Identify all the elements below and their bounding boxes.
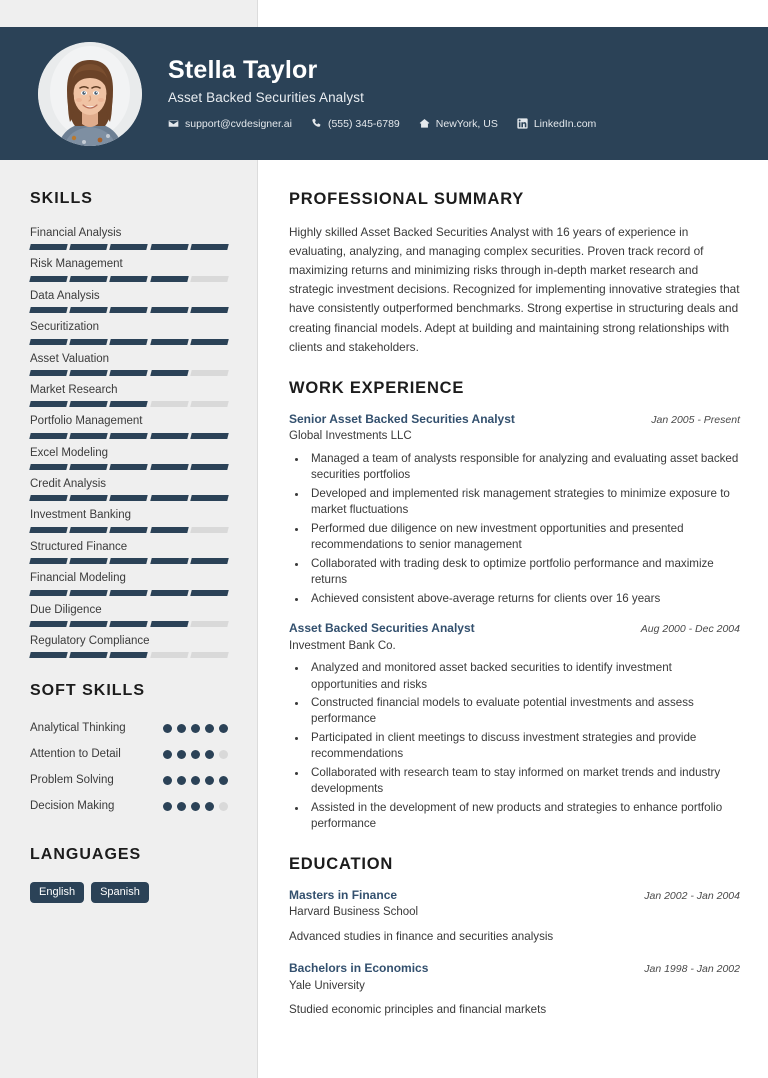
languages-block	[30, 846, 228, 903]
skill-bar-segment	[29, 339, 68, 345]
skill-bar	[30, 433, 228, 439]
work-entry	[289, 412, 740, 607]
soft-skill-dot	[205, 750, 214, 759]
skill-bar	[30, 464, 228, 470]
skill-bar-segment	[110, 652, 149, 658]
skill-bar	[30, 527, 228, 533]
skill-bar-segment	[150, 339, 189, 345]
soft-skill-dot	[163, 802, 172, 811]
skill-bar-segment	[69, 401, 108, 407]
skill-bar-segment	[110, 621, 149, 627]
skill-bar	[30, 401, 228, 407]
skill-bar	[30, 339, 228, 345]
skill-bar-segment	[190, 527, 229, 533]
skill-bar-segment	[69, 244, 108, 250]
work-job-title: Senior Asset Backed Securities Analyst	[289, 411, 515, 426]
skill-bar-segment	[29, 527, 68, 533]
summary-text: Highly skilled Asset Backed Securities Analyst with 16 years of experience in evaluating, analyzing, and managing complex securities. Proven track record of maximizing returns and minimizing risks through in-depth market research and strategic investment decisions. Recognized for implementing innovative strategies that have consistently outperformed benchmarks. Strong expertise in structuring deals and creating financial models. Adept at building and maintaining strong relationships with clients and stakeholders.	[289, 225, 740, 354]
soft-skill-row	[30, 718, 228, 738]
skill-bar-segment	[29, 244, 68, 250]
skill-bar	[30, 558, 228, 564]
skill-bar-segment	[190, 401, 229, 407]
soft-skills-heading: SOFT SKILLS	[30, 682, 145, 700]
skill-row	[30, 383, 228, 407]
education-date-range: Jan 1998 - Jan 2002	[644, 962, 740, 975]
skill-bar-segment	[69, 276, 108, 282]
education-description: Studied economic principles and financial markets	[289, 1003, 547, 1017]
skill-bar-segment	[29, 276, 68, 282]
skill-bar-segment	[29, 433, 68, 439]
skill-bar-segment	[150, 590, 189, 596]
summary-heading: PROFESSIONAL SUMMARY	[289, 190, 525, 208]
education-entry	[289, 888, 740, 945]
soft-skill-rating	[163, 802, 228, 811]
work-list	[289, 412, 740, 833]
soft-skill-dot	[219, 724, 228, 733]
soft-skill-dot	[163, 750, 172, 759]
skill-row	[30, 289, 228, 313]
soft-skill-dot	[177, 776, 186, 785]
soft-skill-row	[30, 770, 228, 790]
soft-skills-block	[30, 682, 228, 816]
skill-bar-segment	[150, 652, 189, 658]
soft-skill-dot	[177, 724, 186, 733]
skill-label: Excel Modeling	[30, 446, 108, 459]
skill-label: Investment Banking	[30, 509, 132, 522]
education-entry-header	[289, 888, 740, 904]
skill-row	[30, 257, 228, 281]
contact-email-text: support@cvdesigner.ai	[185, 117, 292, 130]
skill-label: Portfolio Management	[30, 415, 143, 428]
soft-skill-rating	[163, 750, 228, 759]
skill-bar-segment	[110, 244, 149, 250]
soft-skill-label: Decision Making	[30, 799, 115, 812]
soft-skill-dot	[191, 802, 200, 811]
soft-skill-dot	[191, 724, 200, 733]
education-heading: EDUCATION	[289, 854, 394, 873]
skill-bar-segment	[110, 558, 149, 564]
contact-linkedin[interactable]	[517, 118, 596, 130]
soft-skill-dot	[191, 750, 200, 759]
skill-bar-segment	[69, 590, 108, 596]
resume-header	[0, 27, 768, 160]
skill-bar-segment	[29, 652, 68, 658]
education-school: Harvard Business School	[289, 906, 419, 919]
skills-list	[30, 226, 228, 658]
education-school: Yale University	[289, 979, 365, 992]
work-bullet: • Performed due diligence on new investment opportunities and presented recommendations to senior management	[308, 521, 740, 554]
soft-skill-row	[30, 744, 228, 764]
skill-row	[30, 352, 228, 376]
skill-bar-segment	[190, 276, 229, 282]
languages-heading: LANGUAGES	[30, 846, 142, 864]
skill-bar-segment	[69, 433, 108, 439]
skill-bar-segment	[150, 527, 189, 533]
work-bullet: • Collaborated with trading desk to optimize portfolio performance and maximize returns	[308, 556, 740, 589]
soft-skill-label: Analytical Thinking	[30, 721, 126, 734]
skill-bar-segment	[69, 495, 108, 501]
skill-bar-segment	[110, 495, 149, 501]
home-icon	[419, 118, 430, 129]
skill-bar-segment	[29, 590, 68, 596]
skill-bar-segment	[110, 276, 149, 282]
work-bullet: • Collaborated with research team to stay informed on market trends and industry developments	[308, 765, 740, 798]
skill-bar-segment	[190, 244, 229, 250]
language-pill[interactable]: Spanish	[91, 882, 149, 903]
phone-icon	[311, 118, 322, 129]
contact-location-text: NewYork, US	[435, 117, 498, 130]
skill-bar	[30, 244, 228, 250]
skill-bar-segment	[69, 652, 108, 658]
skill-bar-segment	[110, 433, 149, 439]
contact-linkedin-text: LinkedIn.com	[533, 117, 597, 130]
skill-bar-segment	[150, 370, 189, 376]
work-bullet: • Developed and implemented risk management strategies to minimize exposure to market fluctuations	[308, 486, 740, 519]
skill-bar-segment	[110, 590, 149, 596]
skill-bar-segment	[190, 590, 229, 596]
skill-bar-segment	[69, 464, 108, 470]
skill-bar-segment	[69, 527, 108, 533]
skill-label: Data Analysis	[30, 289, 100, 302]
skill-bar-segment	[190, 464, 229, 470]
skill-label: Financial Analysis	[30, 227, 122, 239]
soft-skill-dot	[177, 750, 186, 759]
skill-bar-segment	[29, 558, 68, 564]
soft-skill-rating	[163, 776, 228, 785]
soft-skills-list	[30, 718, 228, 816]
skill-label: Credit Analysis	[30, 478, 107, 490]
linkedin-icon	[517, 118, 528, 129]
work-entry-header	[289, 621, 740, 637]
skill-label: Regulatory Compliance	[30, 634, 150, 647]
soft-skill-dot	[219, 750, 228, 759]
work-bullet: • Participated in client meetings to discuss investment strategies and provide recommendations	[308, 730, 740, 763]
skill-bar-segment	[150, 621, 189, 627]
work-bullet: • Assisted in the development of new products and strategies to enhance portfolio performance	[308, 800, 740, 833]
soft-skill-rating	[163, 724, 228, 733]
soft-skill-dot	[205, 724, 214, 733]
work-bullet: • Achieved consistent above-average returns for clients over 16 years	[308, 591, 740, 607]
skill-label: Risk Management	[30, 258, 123, 271]
soft-skill-dot	[219, 776, 228, 785]
job-title: Asset Backed Securities Analyst	[168, 89, 364, 105]
skill-bar	[30, 307, 228, 313]
skill-bar-segment	[150, 307, 189, 313]
education-date-range: Jan 2002 - Jan 2004	[644, 889, 740, 902]
education-entry-header	[289, 961, 740, 977]
skill-bar-segment	[69, 621, 108, 627]
work-bullet-list	[289, 660, 740, 833]
skills-heading: SKILLS	[30, 190, 93, 207]
skill-bar	[30, 652, 228, 658]
soft-skill-dot	[191, 776, 200, 785]
skill-label: Structured Finance	[30, 540, 128, 553]
skill-bar-segment	[190, 558, 229, 564]
soft-skill-row	[30, 796, 228, 816]
skill-label: Securitization	[30, 321, 100, 334]
contact-phone-text: (555) 345-6789	[327, 117, 400, 130]
skill-row	[30, 477, 228, 501]
skill-row	[30, 414, 228, 438]
skill-bar-segment	[110, 307, 149, 313]
skill-row	[30, 540, 228, 564]
avatar	[38, 42, 142, 146]
skill-bar-segment	[29, 307, 68, 313]
skill-bar	[30, 621, 228, 627]
skill-bar-segment	[29, 495, 68, 501]
skill-bar-segment	[190, 652, 229, 658]
skill-bar-segment	[190, 433, 229, 439]
skill-bar-segment	[110, 339, 149, 345]
skill-row	[30, 571, 228, 595]
skill-row	[30, 320, 228, 344]
contact-location[interactable]	[419, 118, 498, 130]
skill-bar-segment	[29, 401, 68, 407]
skill-bar-segment	[190, 370, 229, 376]
skill-bar-segment	[190, 307, 229, 313]
skill-bar-segment	[110, 370, 149, 376]
work-date-range: Aug 2000 - Dec 2004	[640, 622, 740, 635]
skill-bar-segment	[29, 370, 68, 376]
work-bullet: • Managed a team of analysts responsible for analyzing and evaluating asset backed securities portfolios	[308, 451, 740, 484]
skill-bar-segment	[69, 307, 108, 313]
skill-row	[30, 603, 228, 627]
education-list	[289, 888, 740, 1019]
soft-skill-dot	[163, 724, 172, 733]
envelope-icon	[168, 118, 179, 129]
skill-bar-segment	[150, 244, 189, 250]
work-section	[289, 379, 740, 833]
education-entry	[289, 961, 740, 1018]
skill-row	[30, 634, 228, 658]
skill-bar-segment	[150, 401, 189, 407]
contact-email[interactable]	[168, 118, 292, 130]
page-title: Stella Taylor	[168, 55, 318, 84]
soft-skill-dot	[177, 802, 186, 811]
skill-bar-segment	[110, 401, 149, 407]
skill-bar-segment	[110, 527, 149, 533]
skill-bar-segment	[29, 621, 68, 627]
skill-label: Asset Valuation	[30, 352, 110, 365]
skill-bar	[30, 495, 228, 501]
skill-bar-segment	[150, 558, 189, 564]
work-company: Global Investments LLC	[289, 430, 412, 443]
work-heading: WORK EXPERIENCE	[289, 378, 465, 397]
skill-bar-segment	[190, 621, 229, 627]
skill-bar	[30, 276, 228, 282]
skill-bar-segment	[69, 339, 108, 345]
skill-bar-segment	[29, 464, 68, 470]
education-section	[289, 855, 740, 1019]
skill-label: Financial Modeling	[30, 572, 126, 585]
header-text	[168, 56, 596, 132]
skill-bar-segment	[150, 464, 189, 470]
skill-row	[30, 226, 228, 250]
skill-bar-segment	[150, 433, 189, 439]
skill-row	[30, 508, 228, 532]
skill-row	[30, 446, 228, 470]
soft-skill-label: Problem Solving	[30, 773, 114, 786]
soft-skill-dot	[163, 776, 172, 785]
main-content	[258, 160, 768, 1034]
skill-bar-segment	[110, 464, 149, 470]
skill-bar	[30, 590, 228, 596]
skill-bar-segment	[190, 339, 229, 345]
work-entry-header	[289, 412, 740, 428]
work-date-range: Jan 2005 - Present	[651, 413, 740, 426]
soft-skill-label: Attention to Detail	[30, 747, 121, 760]
education-description: Advanced studies in finance and securities analysis	[289, 929, 554, 943]
language-pill[interactable]: English	[30, 882, 84, 903]
work-bullet: • Constructed financial models to evaluate potential investments and assess performance	[308, 695, 740, 728]
skill-label: Market Research	[30, 383, 118, 396]
languages-list	[30, 882, 228, 903]
contact-list	[168, 118, 596, 130]
skill-label: Due Diligence	[30, 603, 102, 616]
skill-bar	[30, 370, 228, 376]
work-bullet: • Analyzed and monitored asset backed securities to identify investment opportunities and risks	[308, 660, 740, 693]
soft-skill-dot	[205, 776, 214, 785]
skill-bar-segment	[69, 558, 108, 564]
work-job-title: Asset Backed Securities Analyst	[289, 620, 475, 635]
skill-bar-segment	[150, 495, 189, 501]
education-degree: Masters in Finance	[289, 887, 398, 902]
sidebar	[0, 160, 258, 903]
soft-skill-dot	[219, 802, 228, 811]
work-company: Investment Bank Co.	[289, 639, 396, 652]
skill-bar-segment	[69, 370, 108, 376]
work-entry	[289, 621, 740, 833]
soft-skill-dot	[205, 802, 214, 811]
work-bullet-list	[289, 451, 740, 607]
skill-bar-segment	[190, 495, 229, 501]
education-degree: Bachelors in Economics	[289, 960, 429, 975]
skill-bar-segment	[150, 276, 189, 282]
contact-phone[interactable]	[311, 118, 400, 130]
